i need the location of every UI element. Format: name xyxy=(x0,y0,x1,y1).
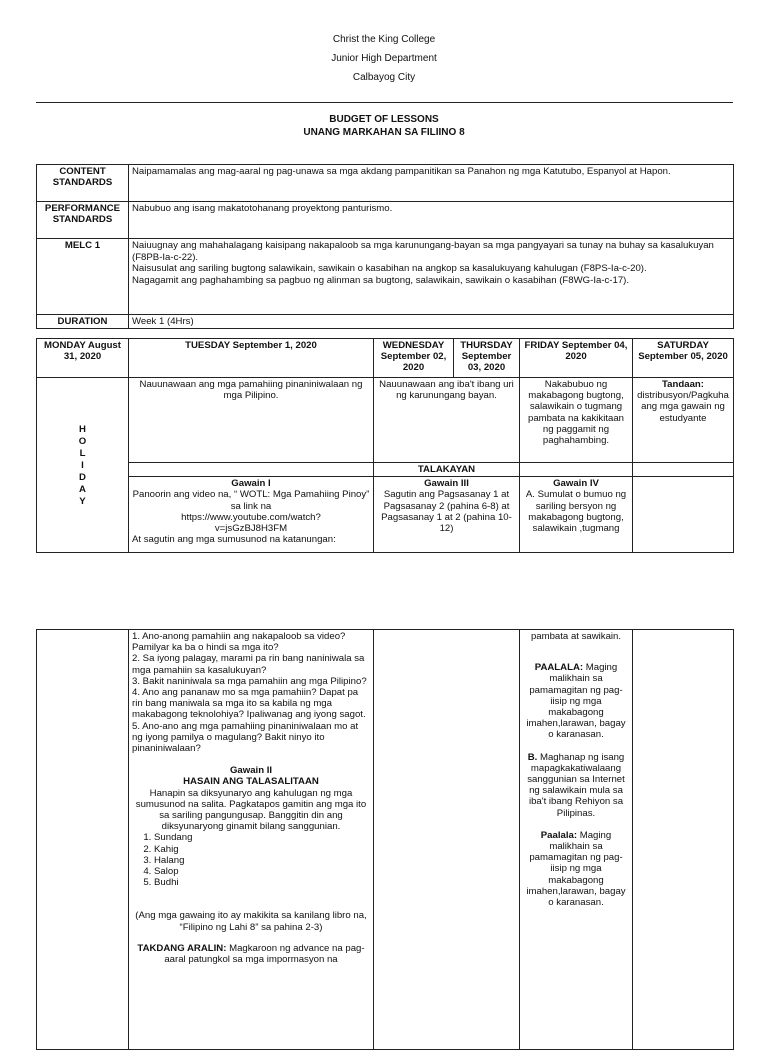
holiday-letter: I xyxy=(81,460,84,471)
talakayan-blank-tue xyxy=(129,463,374,477)
holiday-letter: D xyxy=(79,472,86,483)
question-item: 4. Ano ang pananaw mo sa mga pamahiin? Dapat pa rin bang maniwala sa mga ito sa kabila ng mga makabagong teknolohiya? Ipaliwanag ang iyong sagot. xyxy=(132,687,366,721)
header-divider xyxy=(36,102,733,103)
paalala-1-label: PAALALA: xyxy=(534,662,584,674)
tuesday-objective: Nauunawaan ang mga pamahiing pinaniniwalaan ng mga Pilipino. xyxy=(129,378,374,463)
day-wednesday: WEDNESDAY September 02, 2020 xyxy=(374,339,454,378)
gawain4-title: Gawain IV xyxy=(553,478,599,490)
word-item: 1. Sundang xyxy=(154,832,370,843)
question-item: 1. Ano-anong pamahiin ang nakapaloob sa video? Pamilyar ka ba o hindi sa mga ito? xyxy=(132,631,346,654)
saturday-note-title: Tandaan: xyxy=(662,379,704,390)
gawain1-link-id: v=jsGzBJ8H3FM xyxy=(214,523,288,535)
book-note: (Ang mga gawaing ito ay makikita sa kanilang libro na, “Filipino ng Lahi 8” sa pahina 2-3) xyxy=(135,910,367,933)
duration-text: Week 1 (4Hrs) xyxy=(129,315,734,329)
standards-table xyxy=(36,164,734,329)
content-standards-label: CONTENT STANDARDS xyxy=(37,165,129,202)
day-saturday: SATURDAY September 05, 2020 xyxy=(633,339,734,378)
word-item: 5. Budhi xyxy=(154,877,370,888)
wedthu-objective: Nauunawaan ang iba't ibang uri ng karunungang bayan. xyxy=(374,378,520,463)
task-b-label: B. xyxy=(527,751,538,763)
gawain3-cell xyxy=(374,477,520,553)
holiday-letter: L xyxy=(79,448,86,459)
monday-cont-cell xyxy=(37,630,129,1050)
talakayan-blank-sat xyxy=(633,463,734,477)
department-name: Junior High Department xyxy=(331,53,437,64)
gawain3-title: Gawain III xyxy=(424,478,469,490)
wedthu-cont-cell xyxy=(374,630,520,1050)
question-item: 3. Bakit naniniwala sa mga pamahiin ang mga Pilipino? xyxy=(132,675,367,687)
word-item: 3. Halang xyxy=(154,855,370,866)
performance-standards-text: Nabubuo ang isang makatotohanang proyektong panturismo. xyxy=(129,202,734,239)
gawain2-text: Hanapin sa diksyunaryo ang kahulugan ng mga sumusunod na salita. Pagkatapos gamitin ang mga ito sa sariling pangungusap. Banggitin din ang diksyunaryong ginamit bilang sanggunian. xyxy=(135,787,367,833)
gawain1-text: Panoorin ang video na, “ WOTL: Mga Pamahiing Pinoy” sa link na xyxy=(132,489,370,512)
friday-cont-text: pambata at sawikain. xyxy=(530,631,622,642)
gawain-blank-sat xyxy=(633,477,734,553)
holiday-letter: A xyxy=(79,484,86,495)
holiday-letter: Y xyxy=(79,496,86,507)
talakayan-label: TALAKAYAN xyxy=(374,463,520,477)
task-b xyxy=(523,752,629,819)
friday-objective: Nakabubuo ng makabagong bugtong, salawikain o tugmang pambata na kakikitaan ng paggamit ng paghahambing. xyxy=(520,378,633,463)
gawain4-text: A. Sumulat o bumuo ng sariling bersyon ng makabagong bugtong, salawikain ,tugmang xyxy=(525,489,627,535)
takdang-text: Magkaroon ng advance na pag-aaral patungkol sa mga impormasyon na xyxy=(164,942,365,966)
question-item: 5. Ano-ano ang mga pamahiing pinaniniwalaan mo at ng iyong pamilya o magulang? Bakit ninyo ito pinaniniwalaan? xyxy=(132,720,359,755)
paalala-1 xyxy=(523,662,629,740)
holiday-letter: H xyxy=(79,424,86,435)
takdang-aralin xyxy=(132,943,370,965)
paalala-2 xyxy=(523,830,629,908)
day-thursday: THURSDAY September 03, 2020 xyxy=(454,339,520,378)
melc-label: MELC 1 xyxy=(37,239,129,315)
day-tuesday: TUESDAY September 1, 2020 xyxy=(129,339,374,378)
saturday-cont-cell xyxy=(633,630,734,1050)
word-item: 2. Kahig xyxy=(154,844,370,855)
day-friday: FRIDAY September 04, 2020 xyxy=(520,339,633,378)
word-list xyxy=(132,832,370,888)
document-title: BUDGET OF LESSONS xyxy=(329,114,439,125)
melc-line: Naisusulat ang sariling bugtong salawikain, sawikain o kasabihan na angkop sa kasalukuyang kahulugan (F8PS-Ia-c-20). xyxy=(132,263,647,275)
school-name: Christ the King College xyxy=(332,34,436,45)
gawain2-title: Gawain II xyxy=(229,765,273,777)
paalala-2-label: Paalala: xyxy=(540,829,578,841)
takdang-label: TAKDANG ARALIN: xyxy=(137,942,227,954)
continuation-table xyxy=(36,629,734,1050)
melc-line: Naiuugnay ang mahahalagang kaisipang nakapaloob sa mga karunungang-bayan sa mga pangyayari sa tunay na buhay sa kasalukuyan (F8PB-Ia-c-22). xyxy=(132,240,714,263)
content-standards-text: Naipamamalas ang mag-aaral ng pag-unawa sa mga akdang pampanitikan sa Panahon ng mga Katutubo, Espanyol at Hapon. xyxy=(129,165,734,202)
task-b-text: Maghanap ng isang mapagkakatiwalaang sanggunian sa Internet ng salawikain mula sa iba't ibang Rehiyon sa Pilipinas. xyxy=(527,751,625,819)
talakayan-blank-fri xyxy=(520,463,633,477)
gawain4-cell xyxy=(520,477,633,553)
city-name: Calbayog City xyxy=(352,72,416,83)
schedule-table xyxy=(36,338,734,553)
gawain2-subtitle: HASAIN ANG TALASALITAAN xyxy=(183,776,319,788)
question-item: 2. Sa iyong palagay, marami pa rin bang naniniwala sa mga pamahiin sa kasalukuyan? xyxy=(132,653,365,676)
gawain1-cell xyxy=(129,477,374,553)
holiday-vertical-text xyxy=(40,424,125,508)
document-subtitle: UNANG MARKAHAN SA FILIINO 8 xyxy=(303,127,465,138)
friday-cont-cell xyxy=(520,630,633,1050)
paalala-2-text: Maging malikhain sa pamamagitan ng pag-iisip ng mga makabagong imahen,larawan, bagay o karanasan. xyxy=(526,829,626,909)
gawain3-text: Sagutin ang Pagsasanay 1 at Pagsasanay 2 (pahina 6-8) at Pagsasanay 1 at 2 (pahina 10-12) xyxy=(381,489,512,535)
saturday-note-text: distribusyon/Pagkuha ang mga gawain ng estudyante xyxy=(637,390,729,424)
duration-label: DURATION xyxy=(37,315,129,329)
day-monday: MONDAY August 31, 2020 xyxy=(37,339,129,378)
melc-text xyxy=(129,239,734,315)
word-item: 4. Salop xyxy=(154,866,370,877)
paalala-1-text: Maging malikhain sa pamamagitan ng pag-iisip ng mga makabagong imahen,larawan, bagay o karanasan. xyxy=(526,662,626,741)
holiday-letter: O xyxy=(78,436,87,447)
melc-line: Nagagamit ang paghahambing sa pagbuo ng alinman sa bugtong, salawikain, sawikain o kasabihan (F8WG-Ia-c-17). xyxy=(132,274,630,286)
tuesday-cont-cell xyxy=(129,630,374,1050)
gawain1-link: https://www.youtube.com/watch? xyxy=(181,511,321,523)
performance-standards-label: PERFORMANCE STANDARDS xyxy=(37,202,129,239)
gawain1-instruction: At sagutin ang mga sumusunod na katanungan: xyxy=(132,534,336,546)
saturday-objective xyxy=(633,378,734,463)
gawain1-title: Gawain I xyxy=(231,478,271,490)
holiday-cell xyxy=(37,378,129,553)
